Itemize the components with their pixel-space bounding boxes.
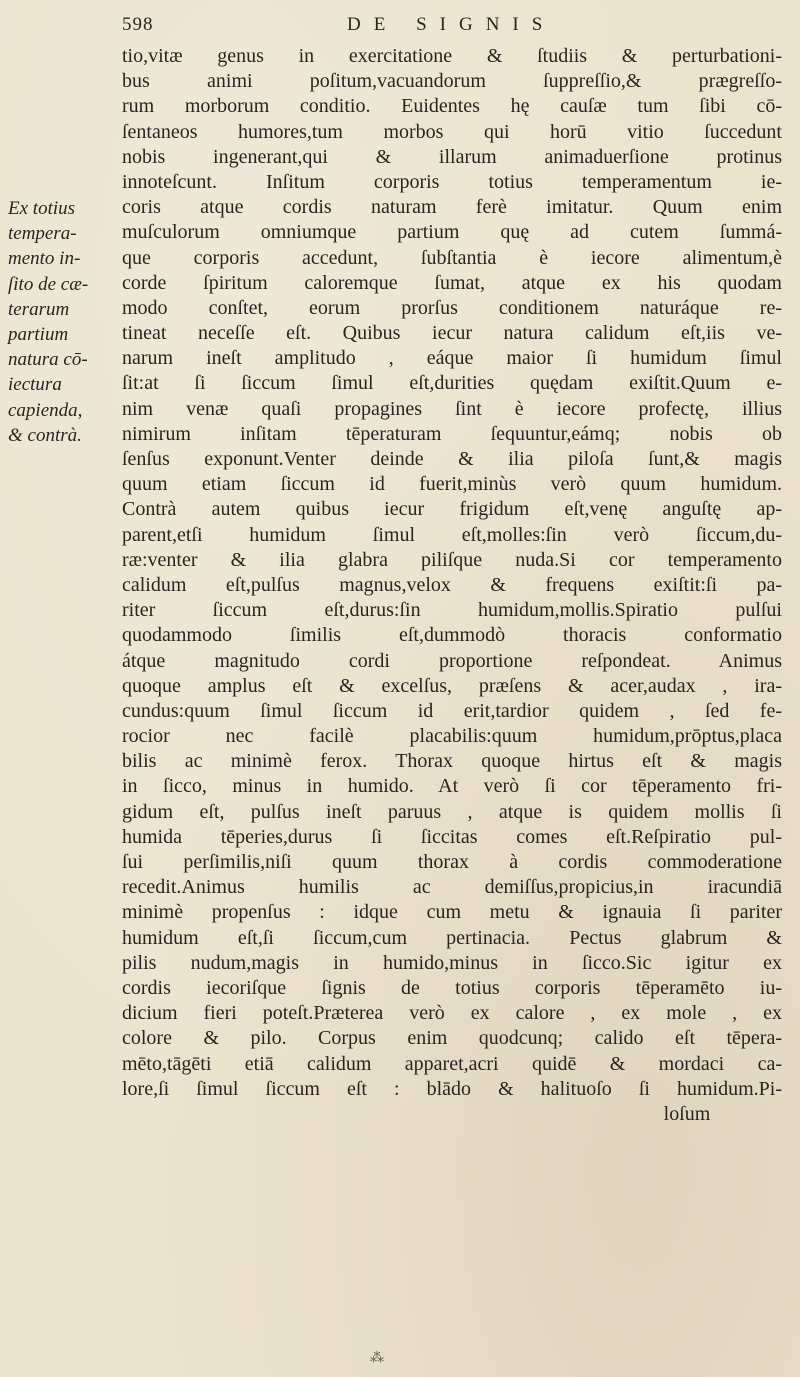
text-line: Contrà autem quibus iecur frigidum eſt,venę anguſtę ap- bbox=[122, 498, 782, 521]
text-line: rocior nec facilè placabilis:quum humidum,prōptus,placa bbox=[122, 725, 782, 748]
margin-note-line: capienda, bbox=[8, 399, 83, 421]
text-line: recedit.Animus humilis ac demiſſus,propicius,in iracundiā bbox=[122, 876, 782, 899]
ornament-mark: ⁂ bbox=[370, 1350, 384, 1366]
text-line: quoque amplus eſt & excelſus, præſens & acer,audax , ira- bbox=[122, 674, 782, 697]
text-line: pilis nudum,magis in humido,minus in ſicco.Sic igitur ex bbox=[122, 951, 782, 974]
margin-note bbox=[8, 196, 118, 448]
text-line: minimè propenſus : idque cum metu & ignauia ſi pariter bbox=[122, 901, 782, 924]
text-line: cundus:quum ſimul ſiccum id erit,tardior quidem , ſed fe- bbox=[122, 699, 782, 722]
text-line: gidum eſt, pulſus ineſt paruus , atque is quidem mollis ſi bbox=[122, 800, 782, 823]
text-line: ſentaneos humores,tum morbos qui horū vitio ſuccedunt bbox=[122, 120, 782, 143]
margin-note-line: partium bbox=[8, 323, 69, 345]
text-line: nobis ingenerant,qui & illarum animaduerſione protinus bbox=[122, 145, 782, 168]
text-line: narum ineſt amplitudo , eáque maior ſi humidum ſimul bbox=[122, 347, 782, 370]
text-line: parent,etſi humidum ſimul eſt,molles:ſin verò ſiccum,du- bbox=[122, 523, 782, 546]
text-line: ſui perſimilis,niſi quum thorax à cordis commoderatione bbox=[122, 851, 782, 873]
text-line: dicium fieri poteſt.Præterea verò ex calore , ex mole , ex bbox=[122, 1002, 782, 1025]
text-line: tineat neceſſe eſt. Quibus iecur natura calidum eſt,iis ve- bbox=[122, 322, 782, 345]
text-line: muſculorum omniumque partium quę ad cutem ſummá- bbox=[122, 221, 782, 244]
running-title: DE SIGNIS bbox=[347, 14, 556, 35]
text-line: quum etiam ſiccum id fuerit,minùs verò quum humidum. bbox=[122, 473, 782, 496]
body-text bbox=[122, 44, 782, 1127]
text-line: in ſicco, minus in humido. At verò ſi cor tēperamento fri- bbox=[122, 775, 782, 798]
text-line: tio,vitæ genus in exercitatione & ſtudiis & perturbationi- bbox=[122, 45, 782, 67]
margin-note-line: mento in- bbox=[8, 248, 81, 270]
page-number: 598 bbox=[122, 14, 154, 35]
margin-note-line: terarum bbox=[8, 298, 70, 320]
text-line: bilis ac minimè ferox. Thorax quoque hirtus eſt & magis bbox=[122, 750, 782, 773]
text-line: colore & pilo. Corpus enim quodcunq; calido eſt tēpera- bbox=[122, 1027, 782, 1050]
margin-note-line: natura cō- bbox=[8, 349, 88, 371]
text-line: calidum eſt,pulſus magnus,velox & frequens exiſtit:ſi pa- bbox=[122, 573, 782, 596]
margin-note-line: tempera- bbox=[8, 223, 77, 245]
text-line: humidum eſt,ſi ſiccum,cum pertinacia. Pectus glabrum & bbox=[122, 926, 782, 949]
text-line: coris atque cordis naturam ferè imitatur. Quum enim bbox=[122, 196, 782, 219]
margin-note-line: ſito de cæ- bbox=[8, 273, 89, 295]
text-line: quodammodo ſimilis eſt,dummodò thoracis conformatio bbox=[122, 624, 782, 647]
text-line: modo conſtet, eorum prorſus conditionem naturáque re- bbox=[122, 296, 782, 319]
margin-note-line: Ex totius bbox=[8, 198, 76, 219]
text-line: átque magnitudo cordi proportione reſpondeat. Animus bbox=[122, 649, 782, 672]
text-line: lore,ſi ſimul ſiccum eſt : blādo & halituoſo ſi humidum.Pi- bbox=[122, 1077, 782, 1100]
text-line: humida tēperies,durus ſi ſiccitas comes eſt.Reſpiratio pul- bbox=[122, 825, 782, 848]
text-line: nimirum inſitam tēperaturam ſequuntur,eámq; nobis ob bbox=[122, 422, 782, 445]
margin-note-line: iectura bbox=[8, 374, 62, 396]
text-line: corde ſpiritum caloremque ſumat, atque ex his quodam bbox=[122, 271, 782, 294]
text-line: que corporis accedunt, ſubſtantia è iecore alimentum,è bbox=[122, 246, 782, 269]
margin-note-line: & contrà. bbox=[8, 424, 82, 446]
text-line: rum morborum conditio. Euidentes hę cauſæ tum ſibi cō- bbox=[122, 95, 782, 118]
catchword: loſum bbox=[663, 1102, 711, 1125]
text-line: ræ:venter & ilia glabra piliſque nuda.Si cor temperamento bbox=[122, 548, 782, 571]
text-line: cordis iecoriſque ſignis de totius corporis tēperamēto iu- bbox=[122, 976, 782, 999]
running-head bbox=[122, 14, 772, 40]
text-line: ſenſus exponunt.Venter deinde & ilia piloſa ſunt,& magis bbox=[122, 448, 782, 470]
text-line: mēto,tāgēti etiā calidum apparet,acri quidē & mordaci ca- bbox=[122, 1052, 782, 1075]
text-line: bus animi poſitum,vacuandorum ſuppreſſio,& prægreſſo- bbox=[122, 70, 782, 93]
text-line: riter ſiccum eſt,durus:ſin humidum,mollis.Spiratio pulſui bbox=[122, 599, 782, 622]
text-line: ſit:at ſi ſiccum ſimul eſt,durities quędam exiſtit.Quum e- bbox=[122, 372, 782, 395]
text-line: nim venæ quaſi propagines ſint è iecore profectę, illius bbox=[122, 397, 782, 420]
text-line: innoteſcunt. Inſitum corporis totius temperamentum ie- bbox=[122, 170, 782, 193]
